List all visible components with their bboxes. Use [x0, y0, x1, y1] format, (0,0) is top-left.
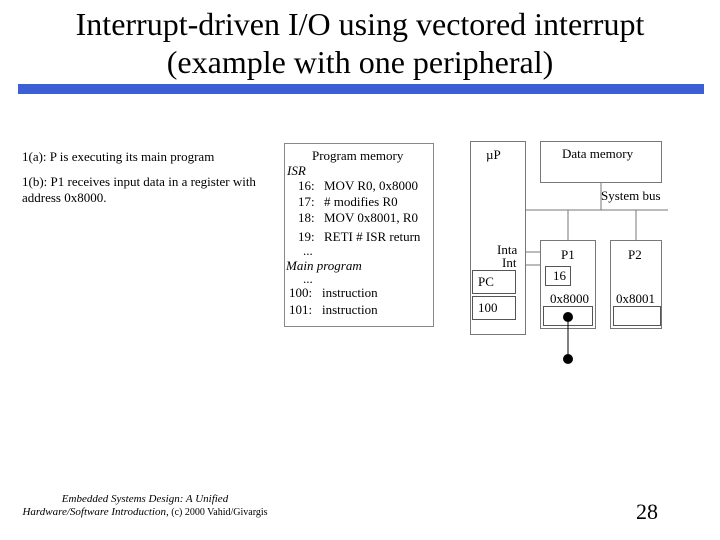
isr-line-16-addr: 16:	[298, 178, 315, 193]
pc-label: PC	[478, 274, 494, 289]
step-1b: 1(b): P1 receives input data in a register with address 0x8000.	[22, 174, 256, 205]
pc-value: 100	[478, 300, 498, 315]
isr-line-16-code: MOV R0, 0x8000	[324, 178, 419, 193]
inta-label: Inta	[497, 242, 518, 257]
main-program-label: Main program	[286, 258, 362, 273]
p1-signal-dot-top	[563, 312, 573, 322]
system-bus-label: System bus	[601, 188, 661, 203]
footer-line-2	[10, 506, 280, 519]
footer-line-1: Embedded Systems Design: A Unified	[61, 493, 229, 505]
p1-address: 0x8000	[550, 291, 589, 306]
p1-signal-dot-bottom	[563, 354, 573, 364]
isr-line-17-addr: 17:	[298, 194, 315, 209]
ellipsis-main: ...	[303, 271, 313, 286]
isr-line-18-code: MOV 0x8001, R0	[324, 210, 419, 225]
footer-copyright: (c) 2000 Vahid/Givargis	[168, 507, 268, 518]
p1-register-value: 16	[553, 268, 566, 283]
main-line-101-code: instruction	[322, 302, 378, 317]
main-line-101-addr: 101:	[289, 302, 313, 317]
data-memory-label: Data memory	[562, 146, 634, 161]
int-label: Int	[502, 255, 517, 270]
isr-label: ISR	[287, 163, 306, 178]
footer-citation	[10, 493, 280, 519]
title-line-2: (example with one peripheral)	[166, 44, 554, 80]
program-memory-label: Program memory	[312, 148, 404, 163]
main-line-100-addr: 100:	[289, 285, 313, 300]
isr-line-19-addr: 19:	[298, 229, 315, 244]
p1-label: P1	[561, 247, 575, 262]
isr-line-18-addr: 18:	[298, 210, 315, 225]
step-1a: 1(a): P is executing its main program	[22, 149, 215, 164]
cpu-label: µP	[486, 147, 501, 162]
footer-book-title: Hardware/Software Introduction,	[22, 506, 169, 518]
title-line-1: Interrupt-driven I/O using vectored interrupt	[75, 6, 645, 42]
main-line-100-code: instruction	[322, 285, 378, 300]
ellipsis-isr: ...	[303, 243, 313, 258]
p2-address: 0x8001	[616, 291, 655, 306]
p2-label: P2	[628, 247, 642, 262]
page-number: 28	[636, 499, 658, 524]
isr-line-17-code: # modifies R0	[324, 194, 398, 209]
isr-line-19-code: RETI # ISR return	[324, 229, 421, 244]
